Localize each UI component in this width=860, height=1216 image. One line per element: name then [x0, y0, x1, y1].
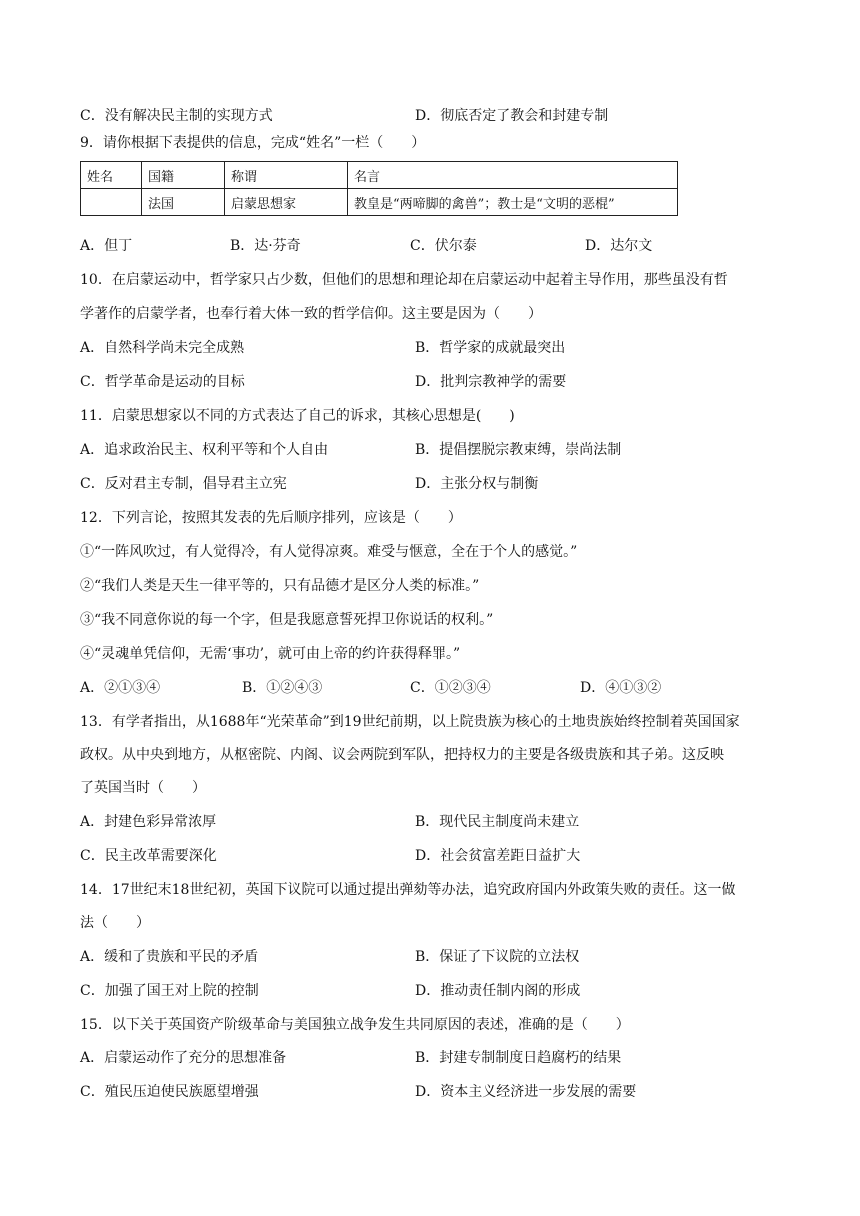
q13-stem-line3: 了英国当时（ ）: [80, 780, 206, 796]
table-header-cell: 姓名: [81, 162, 142, 189]
q9-stem: 9．请你根据下表提供的信息，完成“姓名”一栏（ ）: [80, 135, 426, 151]
table-header-cell: 国籍: [142, 162, 225, 189]
q11-stem: 11．启蒙思想家以不同的方式表达了自己的诉求，其核心思想是( ): [80, 408, 515, 424]
q10-option-b: B．哲学家的成就最突出: [415, 340, 566, 356]
q11-option-b: B．提倡摆脱宗教束缚，崇尚法制: [415, 442, 622, 458]
q13-option-a: A．封建色彩异常浓厚: [80, 814, 217, 830]
q12-quote-3: ③“我不同意你说的每一个字，但是我愿意誓死捍卫你说话的权利。”: [80, 612, 494, 628]
q10-option-c: C．哲学革命是运动的目标: [80, 374, 245, 390]
q9-option-d: D．达尔文: [585, 238, 653, 254]
q10-option-a: A．自然科学尚未完全成熟: [80, 340, 245, 356]
table-cell: 教皇是“两啼脚的禽兽”；教士是“文明的恶棍”: [348, 189, 678, 216]
q12-quote-2: ②“我们人类是天生一律平等的，只有品德才是区分人类的标准。”: [80, 578, 480, 594]
q11-option-d: D．主张分权与制衡: [415, 476, 539, 492]
q8-option-c: C．没有解决民主制的实现方式: [80, 108, 273, 124]
q15-option-b: B．封建专制制度日趋腐朽的结果: [415, 1050, 622, 1066]
q15-option-d: D．资本主义经济进一步发展的需要: [415, 1084, 637, 1100]
table-cell: 法国: [142, 189, 225, 216]
q13-option-d: D．社会贫富差距日益扩大: [415, 848, 581, 864]
q8-option-d: D．彻底否定了教会和封建专制: [415, 108, 609, 124]
q13-option-b: B．现代民主制度尚未建立: [415, 814, 580, 830]
q12-option-a: A．②①③④: [80, 680, 161, 696]
table-header-cell: 名言: [348, 162, 678, 189]
q9-option-b: B．达·芬奇: [230, 238, 301, 254]
table-cell: 启蒙思想家: [225, 189, 348, 216]
q10-stem-line1: 10．在启蒙运动中，哲学家只占少数，但他们的思想和理论却在启蒙运动中起着主导作用，那些虽没有哲: [80, 272, 728, 288]
q13-stem-line2: 政权。从中央到地方，从枢密院、内阁、议会两院到军队，把持权力的主要是各级贵族和其子弟。这反映: [80, 747, 724, 763]
q11-option-c: C．反对君主专制，倡导君主立宪: [80, 476, 287, 492]
q12-stem: 12．下列言论，按照其发表的先后顺序排列，应该是（ ）: [80, 510, 462, 526]
q14-option-a: A．缓和了贵族和平民的矛盾: [80, 949, 259, 965]
q13-stem-line1: 13．有学者指出，从1688年“光荣革命”到19世纪前期，以上院贵族为核心的土地贵族始终控制着英国国家: [80, 714, 740, 730]
q15-stem: 15．以下关于英国资产阶级革命与美国独立战争发生共同原因的表述，准确的是（ ）: [80, 1017, 630, 1033]
table-header-row: [81, 162, 678, 189]
q12-quote-4: ④“灵魂单凭信仰，无需‘事功’，就可由上帝的约许获得释罪。”: [80, 646, 461, 662]
q10-option-d: D．批判宗教神学的需要: [415, 374, 567, 390]
q13-option-c: C．民主改革需要深化: [80, 848, 217, 864]
q15-option-a: A．启蒙运动作了充分的思想准备: [80, 1050, 287, 1066]
table-row: [81, 189, 678, 216]
q14-stem-line2: 法（ ）: [80, 915, 150, 931]
q15-option-c: C．殖民压迫使民族愿望增强: [80, 1084, 259, 1100]
q12-option-b: B．①②④③: [242, 680, 323, 696]
q11-option-a: A．追求政治民主、权利平等和个人自由: [80, 442, 329, 458]
q14-stem-line1: 14．17世纪末18世纪初，英国下议院可以通过提出弹劾等办法，追究政府国内外政策失败的责任。这一做: [80, 882, 736, 898]
q14-option-b: B．保证了下议院的立法权: [415, 949, 580, 965]
q9-info-table: [80, 161, 678, 216]
q12-quote-1: ①“一阵风吹过，有人觉得冷，有人觉得凉爽。难受与惬意，全在于个人的感觉。”: [80, 544, 578, 560]
q9-option-a: A．但丁: [80, 238, 133, 254]
q14-option-d: D．推动责任制内阁的形成: [415, 983, 581, 999]
q12-option-c: C．①②③④: [410, 680, 491, 696]
q10-stem-line2: 学著作的启蒙学者，也奉行着大体一致的哲学信仰。这主要是因为（ ）: [80, 306, 542, 322]
table-header-cell: 称谓: [225, 162, 348, 189]
q9-option-c: C．伏尔泰: [410, 238, 477, 254]
q12-option-d: D．④①③②: [580, 680, 662, 696]
q14-option-c: C．加强了国王对上院的控制: [80, 983, 259, 999]
table-cell-name-blank: [81, 189, 142, 216]
